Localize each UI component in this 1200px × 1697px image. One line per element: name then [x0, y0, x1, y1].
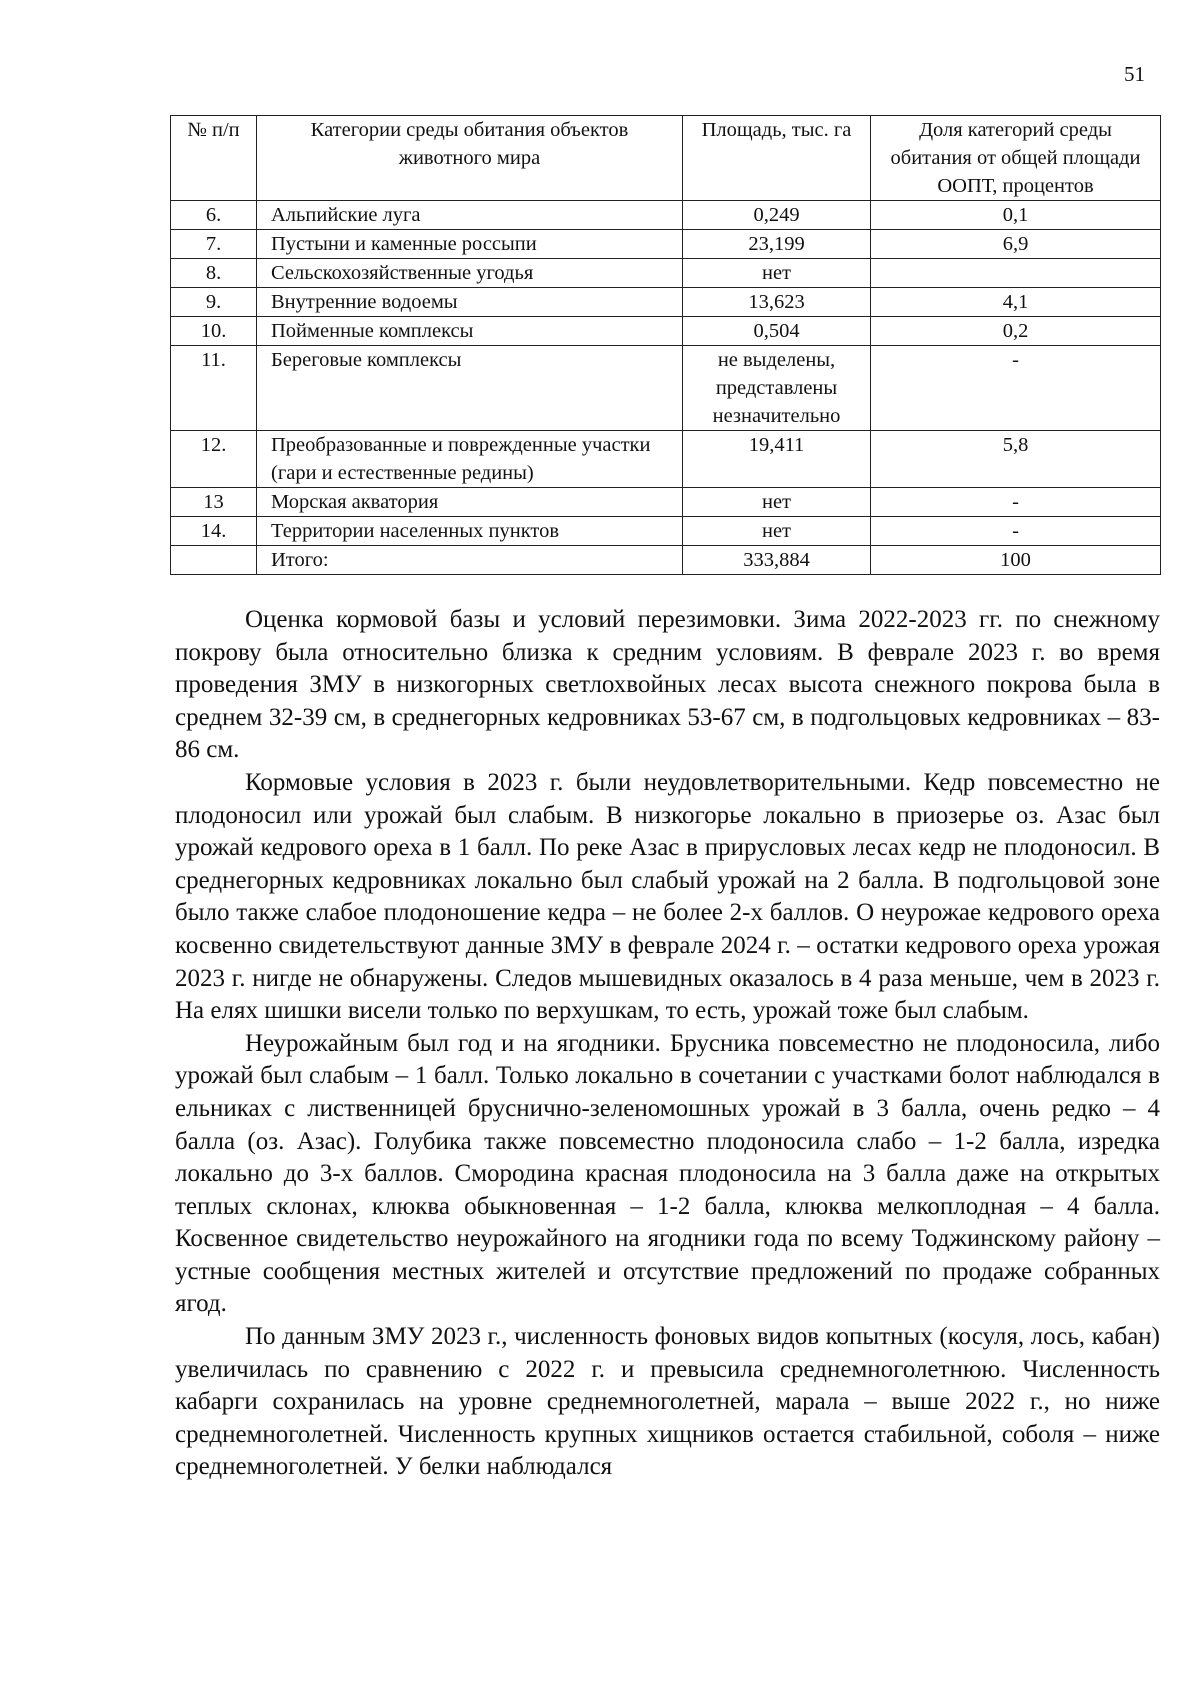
row-num: 10. — [171, 317, 257, 346]
header-share: Доля категорий среды обитания от общей площади ООПТ, процентов — [871, 116, 1161, 201]
table-row — [171, 288, 1161, 317]
row-category: Территории населенных пунктов — [257, 517, 683, 546]
row-num: 8. — [171, 259, 257, 288]
row-share: 6,9 — [871, 230, 1161, 259]
row-share: 100 — [871, 546, 1161, 575]
row-area: 13,623 — [683, 288, 871, 317]
table-row — [171, 259, 1161, 288]
row-area: не выделены, представлены незначительно — [683, 346, 871, 431]
row-num: 12. — [171, 431, 257, 488]
table-row — [171, 488, 1161, 517]
row-num: 11. — [171, 346, 257, 431]
row-area: 0,249 — [683, 201, 871, 230]
table-header-row — [171, 116, 1161, 201]
header-category: Категории среды обитания объектов животного мира — [257, 116, 683, 201]
row-area: нет — [683, 517, 871, 546]
row-area: 23,199 — [683, 230, 871, 259]
row-category: Пойменные комплексы — [257, 317, 683, 346]
row-category: Морская акватория — [257, 488, 683, 517]
row-share: - — [871, 517, 1161, 546]
paragraph: Кормовые условия в 2023 г. были неудовлетворительными. Кедр повсеместно не плодоносил или урожай был слабым. В низкогорье локально в приозерье оз. Азас был урожай кедрового ореха в 1 балл. По реке Азас в прирусловых лесах кедр не плодоносил. В среднегорных кедровниках локально был слабый урожай на 2 балла. В подгольцовой зоне было также слабое плодоношение кедра – не более 2-х баллов. О неурожае кедрового ореха косвенно свидетельствуют данные ЗМУ в феврале 2024 г. – остатки кедрового ореха урожая 2023 г. нигде не обнаружены. Следов мышевидных оказалось в 4 раза меньше, чем в 2023 г. На елях шишки висели только по верхушкам, то есть, урожай тоже был слабым. — [175, 768, 1160, 1025]
header-num: № п/п — [171, 116, 257, 201]
row-num: 9. — [171, 288, 257, 317]
row-category: Пустыни и каменные россыпи — [257, 230, 683, 259]
row-num: 14. — [171, 517, 257, 546]
row-num — [171, 546, 257, 575]
table-row — [171, 317, 1161, 346]
table-row — [171, 346, 1161, 431]
row-num: 7. — [171, 230, 257, 259]
header-area: Площадь, тыс. га — [683, 116, 871, 201]
row-category: Береговые комплексы — [257, 346, 683, 431]
paragraph: По данным ЗМУ 2023 г., численность фоновых видов копытных (косуля, лось, кабан) увеличилась по сравнению с 2022 г. и превысила среднемноголетнюю. Численность кабарги сохранилась на уровне среднемноголетней, марала – выше 2022 г., но ниже среднемноголетней. Численность крупных хищников остается стабильной, соболя – ниже среднемноголетней. У белки наблюдался — [175, 1323, 1160, 1481]
row-category: Преобразованные и поврежденные участки (гари и естественные редины) — [257, 431, 683, 488]
row-share: - — [871, 346, 1161, 431]
row-share: 0,1 — [871, 201, 1161, 230]
table-row — [171, 230, 1161, 259]
row-share — [871, 259, 1161, 288]
paragraph: Оценка кормовой базы и условий перезимовки. Зима 2022-2023 гг. по снежному покрову была относительно близка к средним условиям. В феврале 2023 г. во время проведения ЗМУ в низкогорных светлохвойных лесах высота снежного покрова была в среднем 32-39 см, в среднегорных кедровниках 53-67 см, в подгольцовых кедровниках – 83-86 см. — [175, 606, 1160, 764]
row-share: 0,2 — [871, 317, 1161, 346]
paragraph: Неурожайным был год и на ягодники. Брусника повсеместно не плодоносила, либо урожай был слабым – 1 балл. Только локально в сочетании с участками болот наблюдался в ельниках с лиственницей бруснично-зеленомошных урожай в 3 балла, очень редко – 4 балла (оз. Азас). Голубика также повсеместно плодоносила слабо – 1-2 балла, изредка локально до 3-х баллов. Смородина красная плодоносила на 3 балла даже на открытых теплых склонах, клюква обыкновенная – 1-2 балла, клюква мелкоплодная – 4 балла. Косвенное свидетельство неурожайного на ягодники года по всему Тоджинскому району – устные сообщения местных жителей и отсутствие предложений по продаже собранных ягод. — [175, 1029, 1160, 1318]
row-area: нет — [683, 488, 871, 517]
row-category: Альпийские луга — [257, 201, 683, 230]
row-area: нет — [683, 259, 871, 288]
row-share: 4,1 — [871, 288, 1161, 317]
table-row — [171, 201, 1161, 230]
row-area: 0,504 — [683, 317, 871, 346]
page-number: 51 — [1124, 62, 1145, 86]
row-share: 5,8 — [871, 431, 1161, 488]
habitat-table — [170, 115, 1161, 575]
row-category: Внутренние водоемы — [257, 288, 683, 317]
row-category: Сельскохозяйственные угодья — [257, 259, 683, 288]
row-share: - — [871, 488, 1161, 517]
row-num: 6. — [171, 201, 257, 230]
row-category: Итого: — [257, 546, 683, 575]
body-text — [175, 604, 1160, 1484]
row-num: 13 — [171, 488, 257, 517]
row-area: 19,411 — [683, 431, 871, 488]
table-row — [171, 517, 1161, 546]
table-total-row — [171, 546, 1161, 575]
table-row — [171, 431, 1161, 488]
row-area: 333,884 — [683, 546, 871, 575]
